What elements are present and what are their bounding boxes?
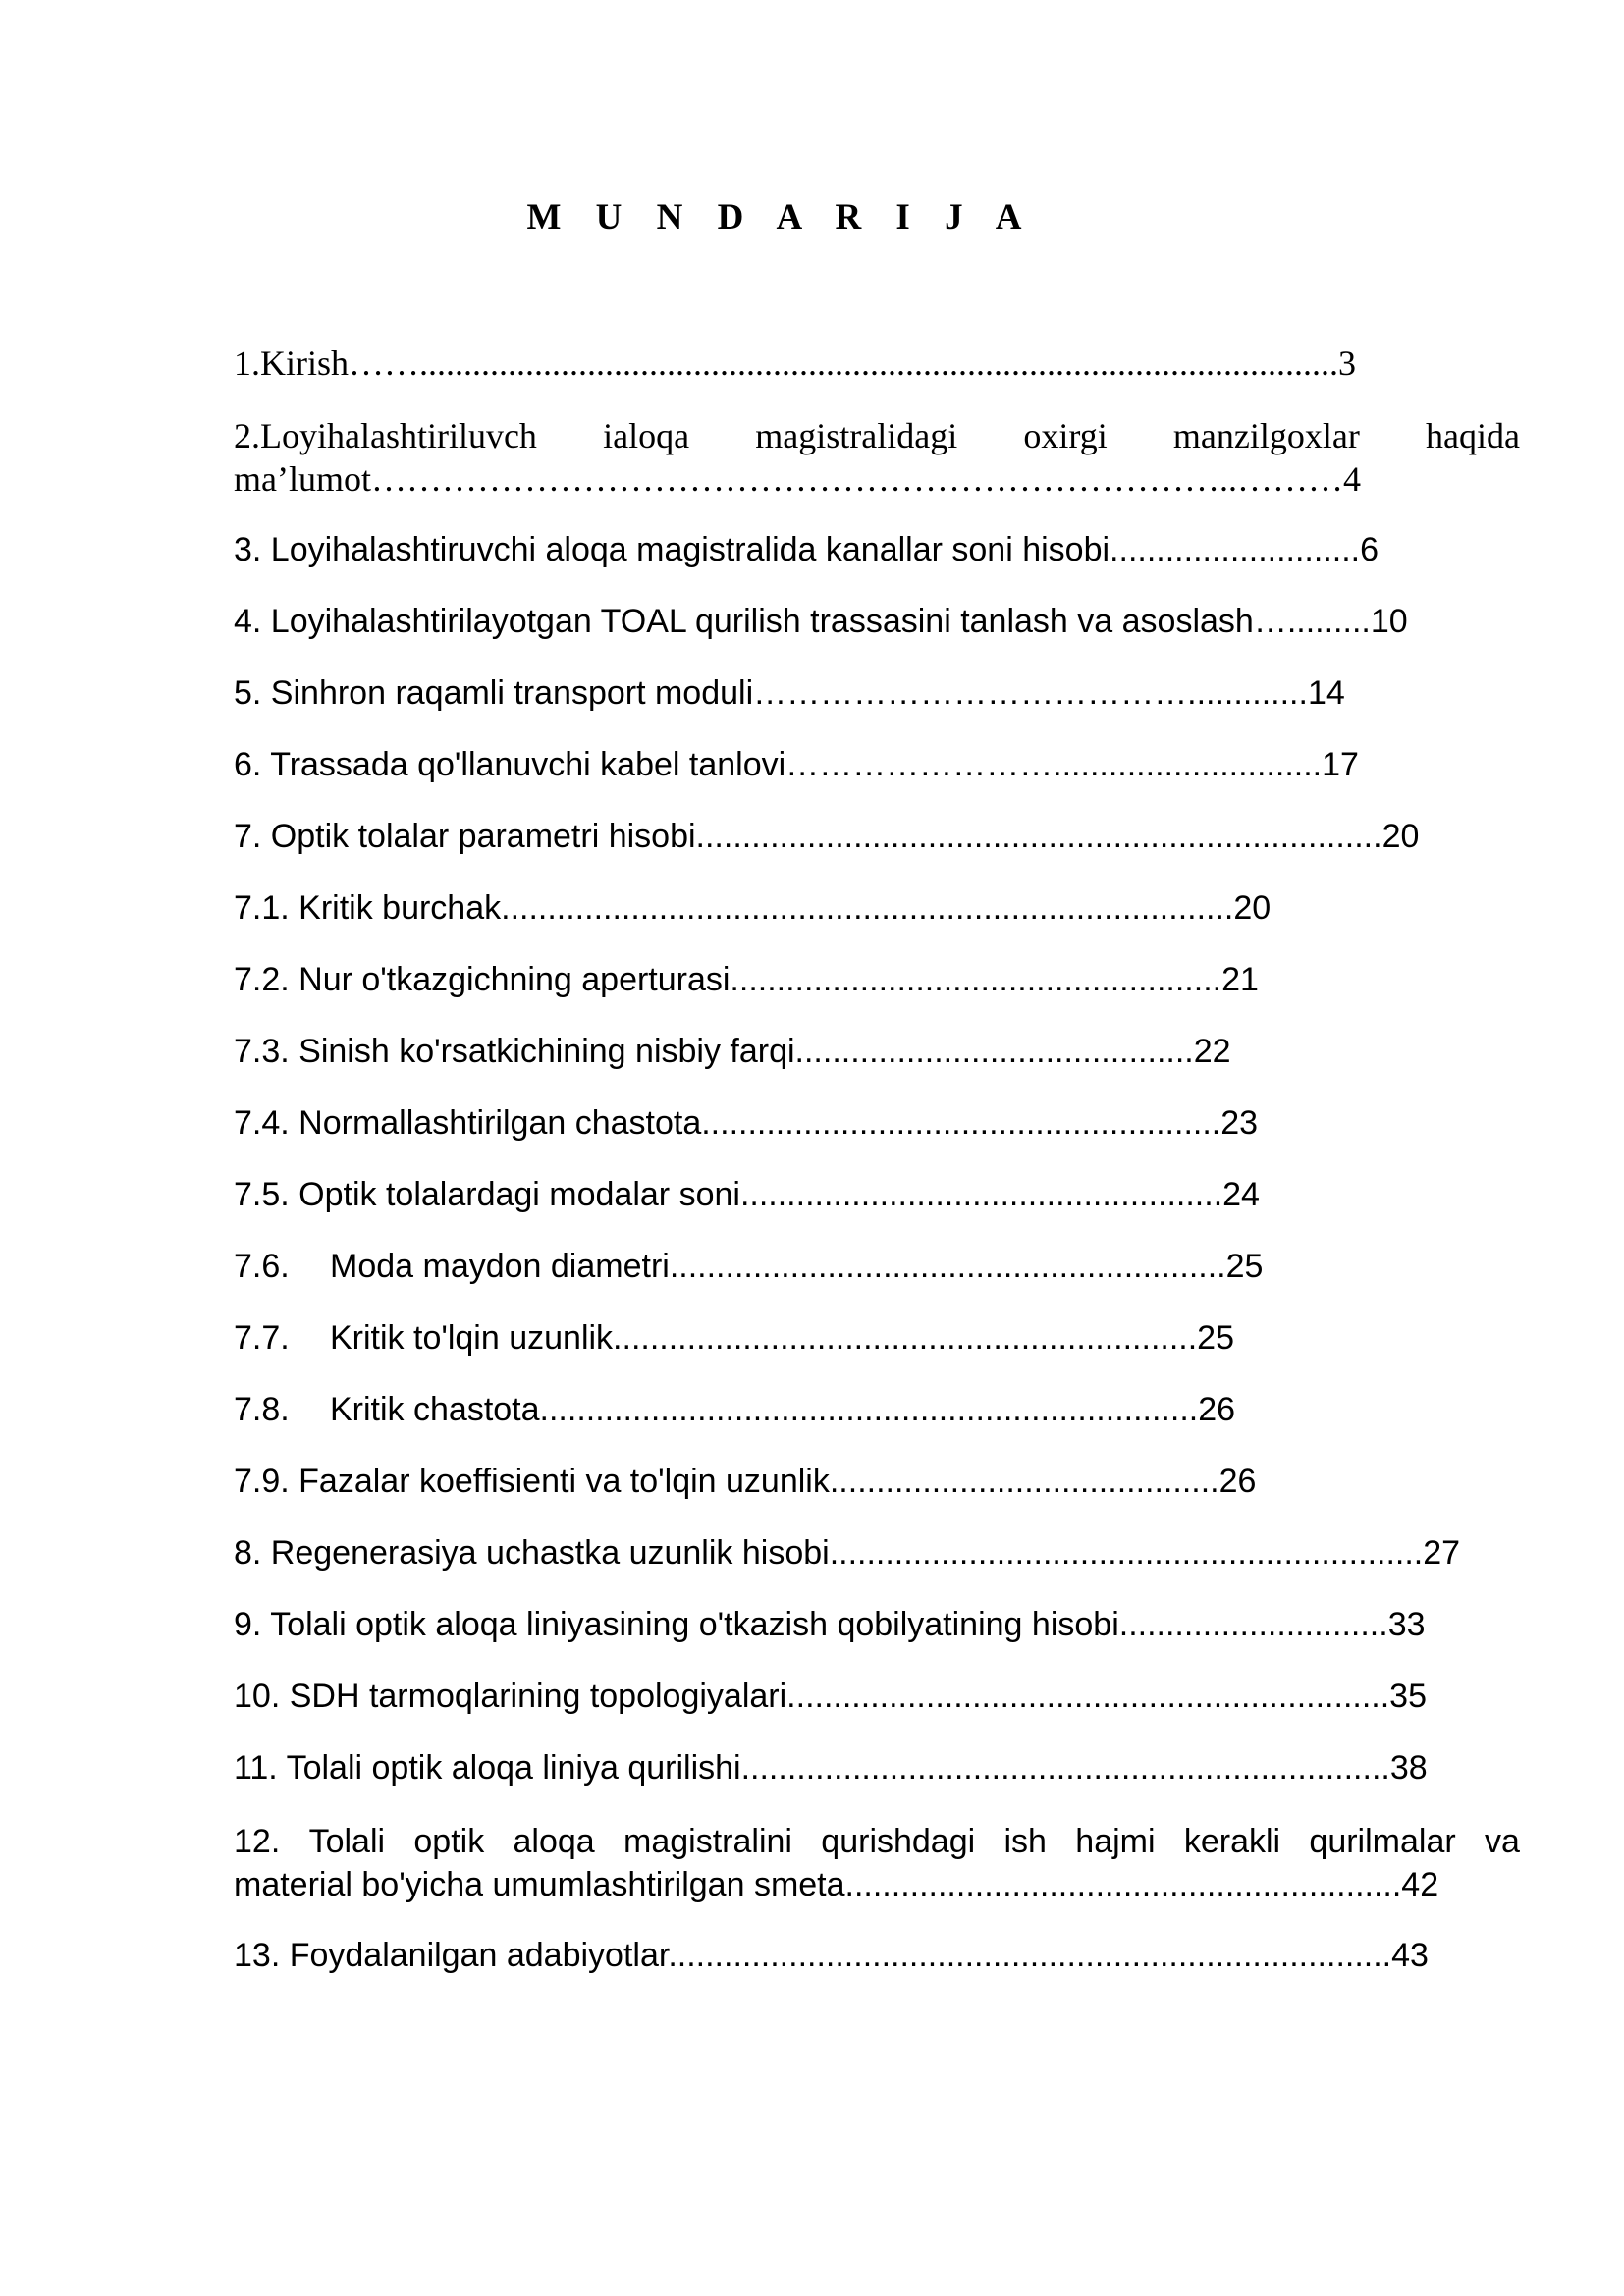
toc-word: ish [1003,1823,1047,1860]
toc-word: kerakli [1183,1823,1281,1860]
toc-entry-12-line-1 [234,1820,1520,1863]
toc-entry-3: 3. Loyihalashtiruvchi aloqa magistralida kanallar soni hisobi...........................6 [234,531,1380,568]
toc-entry-8: 8. Regenerasiya uchastka uzunlik hisobi................................................................27 [234,1534,1461,1572]
toc-entry-7-1: 7.1. Kritik burchak...............................................................................20 [234,889,1272,927]
toc-word: aloqa [513,1823,595,1860]
toc-entry-7: 7. Optik tolalar parametri hisobi..........................................................................20 [234,818,1420,855]
toc-entry-7-9: 7.9. Fazalar koeffisienti va to'lqin uzunlik..........................................26 [234,1463,1257,1500]
toc-entry-number: 7.7. [234,1319,290,1357]
toc-entry-text: Kritik chastota.......................................................................26 [330,1391,1236,1428]
toc-entry-5: 5. Sinhron raqamli transport moduli………………………………….............14 [234,674,1345,712]
toc-word: magistralini [623,1823,792,1860]
toc-entry-2-line-2: ma’lumot………………………………………………………………..………4 [234,459,1361,499]
toc-word: oxirgi [1023,416,1108,455]
toc-entry-2-line-1 [234,414,1520,457]
toc-entry-10: 10. SDH tarmoqlarining topologiyalari.................................................................35 [234,1678,1428,1715]
toc-entry-7-5: 7.5. Optik tolalardagi modalar soni....................................................24 [234,1176,1260,1213]
toc-word: qurilmalar [1309,1823,1456,1860]
toc-entry-7-4: 7.4. Normallashtirilgan chastota........................................................23 [234,1104,1259,1142]
toc-word: manzilgoxlar [1172,416,1360,455]
toc-entry-9: 9. Tolali optik aloqa liniyasining o'tkazish qobilyatining hisobi.............................33 [234,1606,1426,1643]
toc-entry-12-line-2: material bo'yicha umumlashtirilgan smeta............................................................42 [234,1866,1439,1903]
toc-word: qurishdagi [821,1823,976,1860]
toc-word: optik [413,1823,485,1860]
toc-entry-7-6 [234,1245,1263,1288]
toc-entry-1: 1.Kirish……........................................................................................................3 [234,344,1356,383]
toc-entry-number: 7.8. [234,1391,290,1428]
toc-word: ialoqa [603,416,690,455]
toc-word: 12. [234,1823,281,1860]
toc-entry-7-3: 7.3. Sinish ko'rsatkichining nisbiy farqi...........................................22 [234,1033,1231,1070]
toc-entry-7-2: 7.2. Nur o'tkazgichning aperturasi.....................................................21 [234,961,1259,998]
toc-entry-4: 4. Loyihalashtirilayotgan TOAL qurilish trassasini tanlash va asoslash….........10 [234,603,1408,640]
page-title: M U N D A R I J A [526,197,1035,238]
toc-entry-text: Moda maydon diametri............................................................25 [330,1248,1264,1285]
toc-word: 2.Loyihalashtiriluvch [234,416,537,455]
toc-entry-number: 7.6. [234,1248,290,1285]
toc-entry-7-8 [234,1388,1235,1431]
toc-entry-7-7 [234,1316,1234,1360]
toc-word: magistralidagi [755,416,958,455]
toc-entry-6: 6. Trassada qo'llanuvchi kabel tanlovi…………………….............................17 [234,746,1359,783]
toc-word: hajmi [1075,1823,1156,1860]
toc-entry-text: Kritik to'lqin uzunlik...............................................................25 [330,1319,1234,1357]
toc-word: va [1484,1823,1520,1860]
toc-entry-12 [234,1820,1520,1906]
toc-entry-2 [234,414,1520,501]
toc-entry-13: 13. Foydalanilgan adabiyotlar..............................................................................43 [234,1937,1429,1974]
toc-word: haqida [1426,416,1520,455]
toc-entry-11: 11. Tolali optik aloqa liniya qurilishi......................................................................38 [234,1749,1428,1787]
toc-word: Tolali [308,1823,386,1860]
